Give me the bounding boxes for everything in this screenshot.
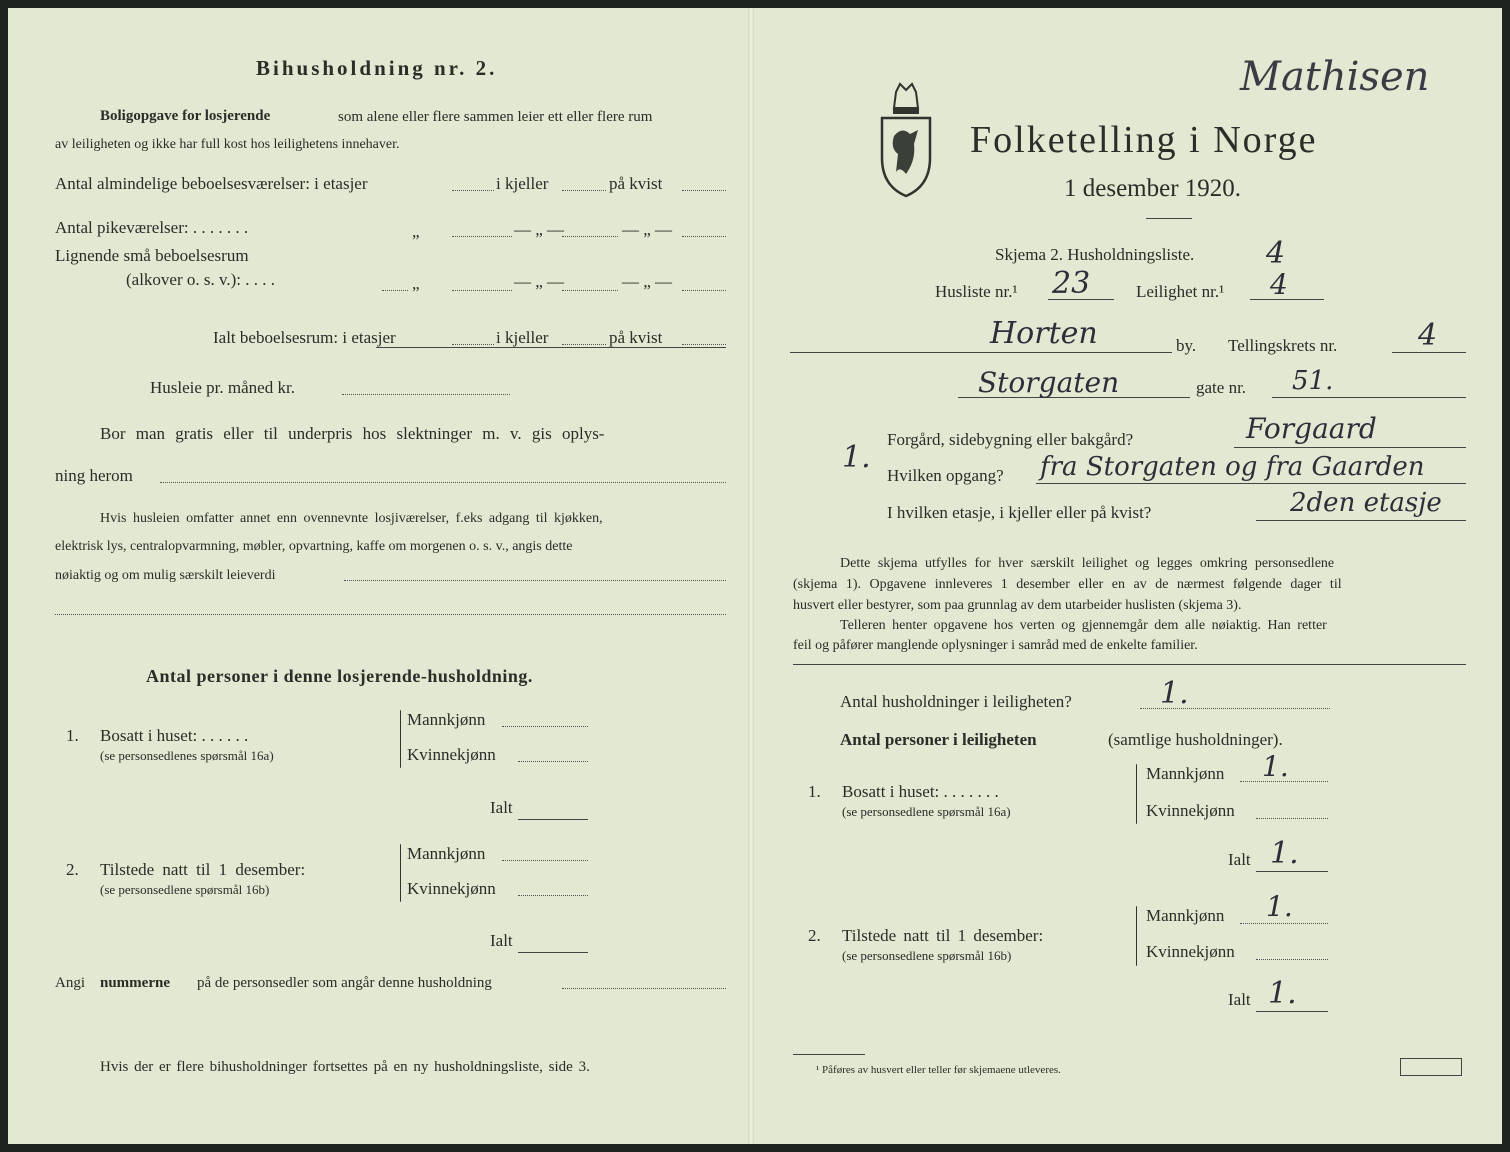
hw-top-name: Mathisen — [1240, 54, 1430, 100]
by-label: by. — [1176, 336, 1197, 355]
lq1-num: 1. — [66, 726, 79, 745]
title-rule — [1146, 218, 1192, 219]
hvis-field-1[interactable] — [344, 580, 726, 581]
alkover-etasjer-field[interactable] — [452, 290, 512, 291]
antal-heading: Antal personer i denne losjerende-husholdning. — [146, 666, 533, 686]
rq2-ialt-field[interactable] — [1256, 1011, 1328, 1012]
hw-household-no: 4 — [1266, 236, 1286, 271]
lq1-sub: (se personsedlenes spørsmål 16a) — [100, 748, 274, 763]
hw-gate-nr: 51. — [1292, 366, 1334, 396]
bor-field[interactable] — [160, 482, 726, 483]
hw-rq1-ialt: 1. — [1270, 836, 1299, 871]
rq2-num: 2. — [808, 926, 821, 945]
ialt-kjeller-field[interactable] — [562, 344, 606, 345]
info1-line1: Dette skjema utfylles for hver særskilt leilighet og legges omkring personsedlene — [840, 556, 1335, 571]
footnote: ¹ Påføres av husvert eller teller før skjemaene utleveres. — [816, 1064, 1061, 1076]
lq2-label: Tilstede natt til 1 desember: — [100, 860, 306, 879]
info2-line2: feil og påfører manglende oplysninger i samråd med de enkelte familier. — [793, 638, 1198, 653]
forgaard-field[interactable] — [1234, 447, 1466, 448]
hw-opgang: fra Storgaten og fra Gaarden — [1040, 452, 1425, 482]
lq2-ialt-label: Ialt — [490, 931, 513, 950]
row-alkover-label: (alkover o. s. v.): . . . . — [126, 270, 276, 289]
row-beboelse-label: Antal almindelige beboelsesværelser: i etasjer — [55, 174, 368, 193]
hw-antal-hush: 1. — [1160, 676, 1189, 711]
left-footer: Hvis der er flere bihusholdninger fortsettes på en ny husholdningsliste, side 3. — [100, 1059, 590, 1075]
pike-ditto: „ — [412, 222, 420, 241]
lq2-ialt-field[interactable] — [518, 952, 588, 953]
lq2-mann-field[interactable] — [502, 860, 588, 861]
lq1-mann-field[interactable] — [502, 726, 588, 727]
hw-rq2-ialt: 1. — [1268, 976, 1297, 1011]
hw-leilighet: 4 — [1270, 268, 1288, 301]
hw-rq1-mann: 1. — [1262, 750, 1289, 783]
paa-kvist-label: på kvist — [609, 174, 663, 193]
rq2-mann-field[interactable] — [1240, 923, 1328, 924]
page-fold — [748, 8, 754, 1144]
printer-stamp-icon — [1400, 1058, 1462, 1076]
hw-forgaard: Forgaard — [1246, 412, 1377, 445]
rq1-num: 1. — [808, 782, 821, 801]
bor-line1: Bor man gratis eller til underpris hos slektninger m. v. gis oplys- — [100, 424, 605, 443]
lq2-sub: (se personsedlene spørsmål 16b) — [100, 882, 270, 897]
info2-line1: Telleren henter opgavene hos verten og gjennemgår dem alle nøiaktig. Han retter — [840, 618, 1327, 633]
alkover-kjeller-field[interactable] — [562, 290, 618, 291]
beboelse-etasjer-field[interactable] — [452, 190, 494, 191]
hw-tellingskrets: 4 — [1418, 318, 1438, 353]
lq1-ialt-label: Ialt — [490, 798, 513, 817]
rq2-sub: (se personsedlene spørsmål 16b) — [842, 948, 1012, 963]
gate-label: gate nr. — [1196, 378, 1247, 397]
rq1-ialt-field[interactable] — [1256, 871, 1328, 872]
opgang-label: Hvilken opgang? — [887, 466, 1004, 485]
info-rule — [793, 664, 1466, 665]
bor-line2: ning herom — [55, 466, 133, 485]
lq2-num: 2. — [66, 860, 79, 879]
gate-nr-field[interactable] — [1272, 397, 1466, 398]
husliste-label: Husliste nr.¹ — [935, 282, 1018, 301]
row-lignende-label: Lignende små beboelsesrum — [55, 246, 249, 265]
rq2-kvinne-field[interactable] — [1256, 959, 1328, 960]
alkover-kvist-field[interactable] — [682, 290, 726, 291]
pike-kvist-field[interactable] — [682, 236, 726, 237]
by-field[interactable] — [790, 352, 1172, 353]
i-kjeller-label: i kjeller — [496, 174, 549, 193]
lq1-kvinne-field[interactable] — [518, 761, 588, 762]
lq1-mann-label: Mannkjønn — [407, 710, 486, 729]
ialt-paa-kvist-label: på kvist — [609, 328, 663, 347]
rq2-mann-label: Mannkjønn — [1146, 906, 1225, 925]
opgang-field[interactable] — [1036, 483, 1466, 484]
hvis-line2: elektrisk lys, centralopvarmning, møbler, opvartning, kaffe om morgenen o. s. v., angis dette — [55, 539, 573, 554]
lq1-kvinne-label: Kvinnekjønn — [407, 745, 496, 764]
angi-pre: Angi — [55, 975, 85, 991]
hvis-line1: Hvis husleien omfatter annet enn ovennevnte losjiværelser, f.eks adgang til kjøkken, — [100, 511, 603, 526]
tellingskrets-label: Tellingskrets nr. — [1228, 336, 1338, 355]
alkover-pre-field[interactable] — [382, 290, 408, 291]
etasje-label: I hvilken etasje, i kjeller eller på kvist? — [887, 503, 1152, 522]
right-date: 1 desember 1920. — [1064, 175, 1242, 202]
hw-gate: Storgaten — [978, 366, 1120, 399]
info1-line3: husvert eller bestyrer, som paa grunnlag av dem utarbeider huslisten (skjema 3). — [793, 598, 1242, 613]
etasje-field[interactable] — [1256, 520, 1466, 521]
intro-bold: Boligopgave for losjerende — [100, 108, 271, 124]
rq2-ialt-label: Ialt — [1228, 990, 1251, 1009]
hw-rq2-mann: 1. — [1266, 890, 1293, 923]
lq2-kvinne-label: Kvinnekjønn — [407, 879, 496, 898]
beboelse-kjeller-field[interactable] — [562, 190, 606, 191]
alkover-ditto-mid-2: — „ — — [622, 272, 673, 291]
hw-etasje: 2den etasje — [1290, 488, 1442, 518]
left-title: Bihusholdning nr. 2. — [256, 56, 498, 80]
alkover-ditto-mid: — „ — — [514, 272, 565, 291]
husleie-field[interactable] — [342, 394, 510, 395]
rq1-label: Bosatt i huset: . . . . . . . — [842, 782, 999, 801]
lq1-ialt-field[interactable] — [518, 819, 588, 820]
hw-margin-mark: 1. — [842, 440, 871, 475]
pike-kjeller-field[interactable] — [562, 236, 618, 237]
row-pike-label: Antal pikeværelser: . . . . . . . — [55, 218, 249, 237]
forgaard-label: Forgård, sidebygning eller bakgård? — [887, 430, 1134, 449]
rq1-mann-label: Mannkjønn — [1146, 764, 1225, 783]
rq1-ialt-label: Ialt — [1228, 850, 1251, 869]
antal-hush-label: Antal husholdninger i leiligheten? — [840, 692, 1072, 711]
beboelse-kvist-field[interactable] — [682, 190, 726, 191]
ialt-etasjer-field[interactable] — [452, 344, 494, 345]
leilighet-label: Leilighet nr.¹ — [1136, 282, 1225, 301]
alkover-ditto: „ — [412, 274, 420, 293]
lq1-brace — [400, 710, 401, 768]
ialt-i-kjeller-label: i kjeller — [496, 328, 549, 347]
ialt-kvist-field[interactable] — [682, 344, 726, 345]
angi-post: på de personsedler som angår denne husholdning — [197, 975, 492, 991]
hw-by: Horten — [990, 316, 1098, 351]
rq2-brace — [1136, 906, 1137, 966]
lq1-label: Bosatt i huset: . . . . . . — [100, 726, 249, 745]
hw-husliste: 23 — [1052, 266, 1091, 301]
pike-ditto-mid: — „ — — [514, 220, 565, 239]
info1-line2: (skjema 1). Opgavene innleveres 1 desember eller en av de nærmest følgende dager til — [793, 577, 1342, 592]
angi-bold: nummerne — [100, 975, 170, 991]
pike-etasjer-field[interactable] — [452, 236, 512, 237]
rq1-kvinne-label: Kvinnekjønn — [1146, 801, 1235, 820]
skjema-label: Skjema 2. Husholdningsliste. — [995, 245, 1195, 264]
hvis-field-2[interactable] — [55, 614, 726, 615]
angi-field[interactable] — [562, 988, 726, 989]
norway-coat-of-arms-icon — [878, 82, 934, 200]
intro-line2: av leiligheten og ikke har full kost hos leilighetens innehaver. — [55, 137, 400, 152]
rq2-label: Tilstede natt til 1 desember: — [842, 926, 1044, 945]
rq1-sub: (se personsedlene spørsmål 16a) — [842, 804, 1011, 819]
right-title: Folketelling i Norge — [970, 119, 1318, 161]
rq2-kvinne-label: Kvinnekjønn — [1146, 942, 1235, 961]
ialt-underline — [376, 347, 726, 348]
row-ialt-label: Ialt beboelsesrum: i etasjer — [213, 328, 396, 347]
lq2-mann-label: Mannkjønn — [407, 844, 486, 863]
husleie-label: Husleie pr. måned kr. — [150, 378, 295, 397]
intro-rest: som alene eller flere sammen leier ett eller flere rum — [338, 109, 653, 125]
rq1-brace — [1136, 764, 1137, 824]
footnote-rule — [793, 1054, 865, 1055]
hvis-line3: nøiaktig og om mulig særskilt leieverdi — [55, 568, 276, 583]
lq2-kvinne-field[interactable] — [518, 895, 588, 896]
rq1-kvinne-field[interactable] — [1256, 818, 1328, 819]
lq2-brace — [400, 844, 401, 902]
antal-pers-bold: Antal personer i leiligheten — [840, 730, 1037, 749]
antal-pers-rest: (samtlige husholdninger). — [1108, 730, 1283, 749]
pike-ditto-mid-2: — „ — — [622, 220, 673, 239]
